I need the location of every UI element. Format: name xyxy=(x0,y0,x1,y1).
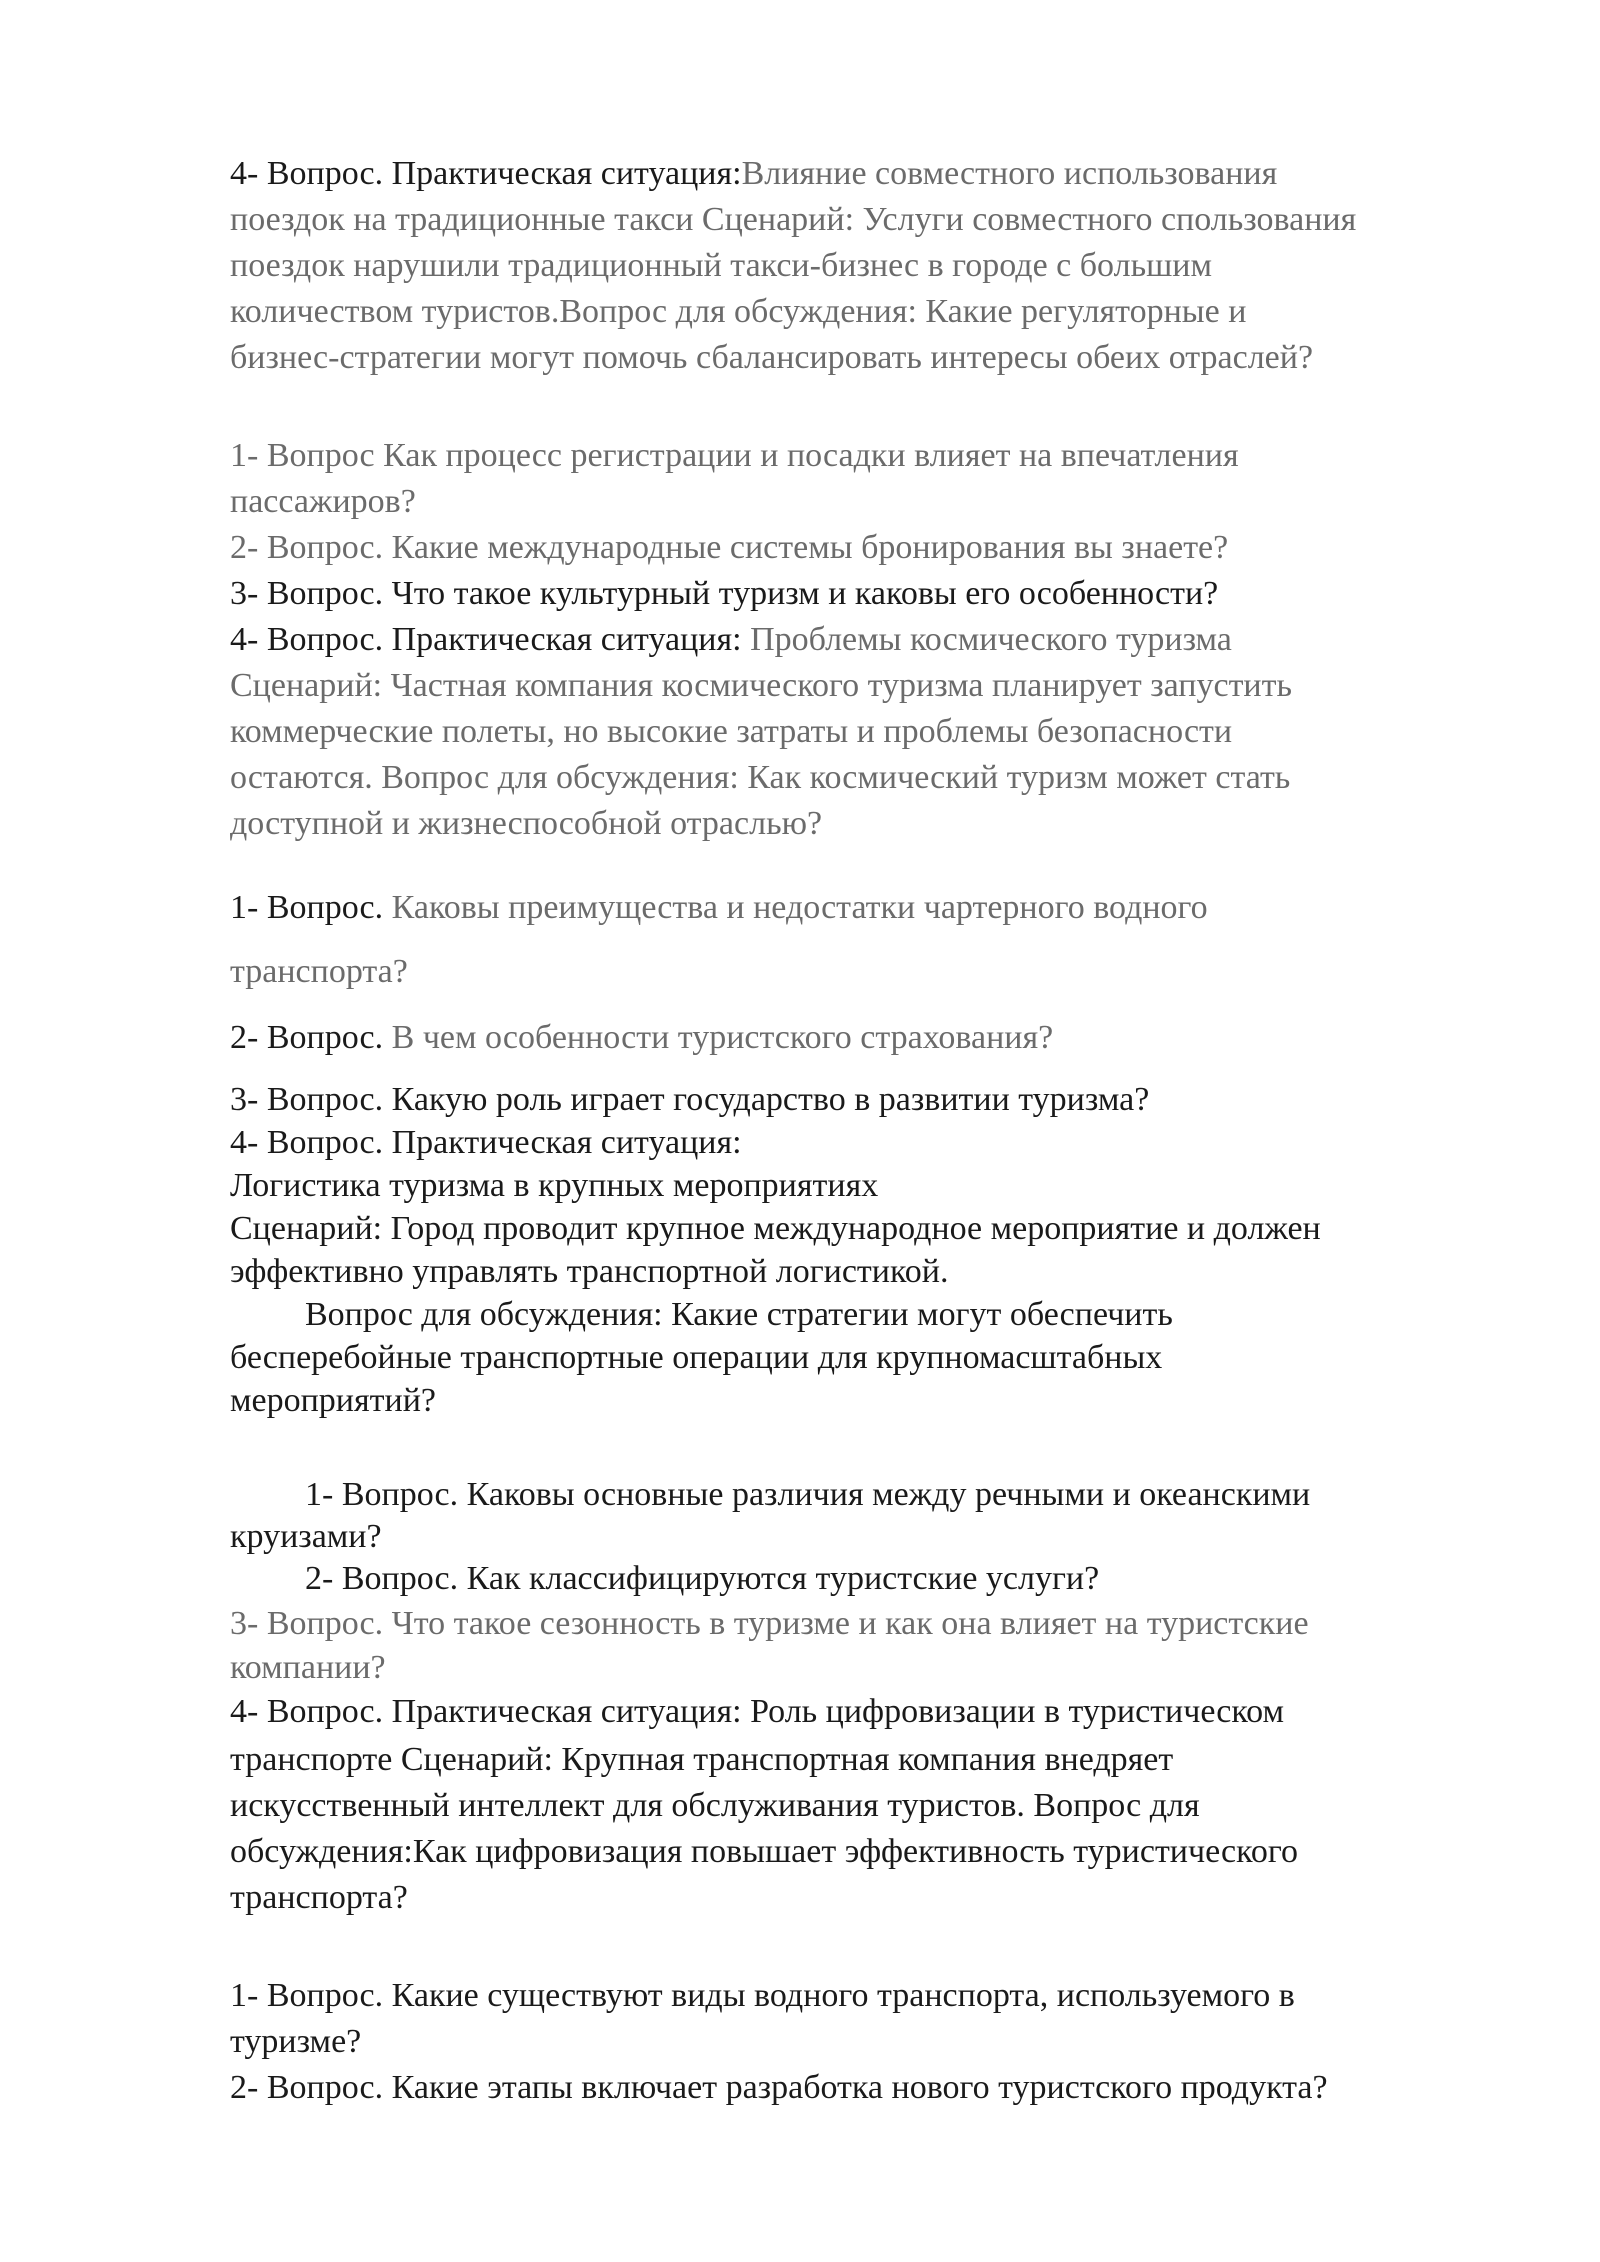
text-run: искусственный интеллект для обслуживания туристов. Вопрос для xyxy=(230,1787,1200,1824)
text-run: 1- Вопрос. Какие существуют виды водного транспорта, используемого в xyxy=(230,1977,1295,2014)
text-run: обсуждения:Как цифровизация повышает эффективность туристического xyxy=(230,1833,1299,1870)
block-3-line-11 xyxy=(230,1379,436,1423)
text-run: эффективно управлять транспортной логистикой. xyxy=(230,1253,949,1290)
text-run: мероприятий? xyxy=(230,1382,436,1419)
text-run: 2- Вопрос. xyxy=(230,1019,392,1056)
block-4-line-9 xyxy=(230,1830,1298,1874)
block-4-line-3 xyxy=(305,1557,1099,1601)
block-2-line-8 xyxy=(230,756,1290,800)
block-5-line-1 xyxy=(230,1974,1295,2018)
block-1-line-3 xyxy=(230,244,1212,288)
block-2-line-2 xyxy=(230,480,416,524)
text-run: пассажиров? xyxy=(230,483,416,520)
block-2-line-1 xyxy=(230,434,1239,478)
block-5-line-3 xyxy=(230,2066,1328,2110)
text-run: 3- Вопрос. Что такое культурный туризм и каковы его особенности? xyxy=(230,575,1219,612)
text-run: поездок на традиционные такси Сценарий: Услуги совместного спользования xyxy=(230,201,1357,238)
text-run: Проблемы космического туризма xyxy=(750,621,1232,658)
block-3-line-3 xyxy=(230,1016,1053,1060)
block-4-line-5 xyxy=(230,1646,386,1690)
text-run: 1- Вопрос. xyxy=(230,889,392,926)
text-run: 4- Вопрос. Практическая ситуация: xyxy=(230,155,742,192)
text-run: Сценарий: Город проводит крупное международное мероприятие и должен xyxy=(230,1210,1321,1247)
text-run: В чем особенности туристского страхования? xyxy=(391,1019,1054,1056)
block-4-line-10 xyxy=(230,1876,408,1920)
text-run: туризме? xyxy=(230,2023,362,2060)
block-4-line-1 xyxy=(305,1473,1310,1517)
text-run: 2- Вопрос. Какие международные системы бронирования вы знаете? xyxy=(230,529,1229,566)
text-run: Логистика туризма в крупных мероприятиях xyxy=(230,1167,879,1204)
text-run: остаются. Вопрос для обсуждения: Как космический туризм может стать xyxy=(230,759,1291,796)
block-3-line-5 xyxy=(230,1121,742,1165)
text-run: поездок нарушили традиционный такси-бизнес в городе с большим xyxy=(230,247,1212,284)
block-1-line-2 xyxy=(230,198,1356,242)
text-run: 1- Вопрос. Каковы основные различия между речными и океанскими xyxy=(305,1476,1311,1513)
block-4-line-7 xyxy=(230,1738,1173,1782)
text-run: транспорта? xyxy=(230,1879,408,1916)
text-run: Вопрос для обсуждения: Какие стратегии могут обеспечить xyxy=(305,1296,1173,1333)
text-run: количеством туристов.Вопрос для обсуждения: Какие регуляторные и xyxy=(230,293,1247,330)
block-1-line-1 xyxy=(230,152,1277,196)
text-run: транспорте Сценарий: Крупная транспортная компания внедряет xyxy=(230,1741,1174,1778)
text-run: коммерческие полеты, но высокие затраты и проблемы безопасности xyxy=(230,713,1233,750)
block-4-line-4 xyxy=(230,1602,1309,1646)
text-run: Сценарий: Частная компания космического туризма планирует запустить xyxy=(230,667,1292,704)
block-2-line-7 xyxy=(230,710,1232,754)
block-1-line-4 xyxy=(230,290,1246,334)
block-3-line-2 xyxy=(230,950,408,994)
text-run: бесперебойные транспортные операции для крупномасштабных xyxy=(230,1339,1163,1376)
block-1-line-5 xyxy=(230,336,1313,380)
block-2-line-3 xyxy=(230,526,1228,570)
block-3-line-4 xyxy=(230,1078,1149,1122)
text-run: Влияние совместного использования xyxy=(741,155,1278,192)
text-run: транспорта? xyxy=(230,953,408,990)
block-3-line-9 xyxy=(305,1293,1173,1337)
block-4-line-2 xyxy=(230,1515,382,1559)
text-run: 4- Вопрос. Практическая ситуация: xyxy=(230,621,751,658)
block-2-line-6 xyxy=(230,664,1292,708)
block-3-line-10 xyxy=(230,1336,1162,1380)
block-3-line-8 xyxy=(230,1250,948,1294)
text-run: 1- Вопрос Как процесс регистрации и посадки влияет на впечатления xyxy=(230,437,1239,474)
block-3-line-7 xyxy=(230,1207,1321,1251)
text-run: 2- Вопрос. Как классифицируются туристские услуги? xyxy=(305,1560,1100,1597)
text-run: 3- Вопрос. Что такое сезонность в туризме и как она влияет на туристские xyxy=(230,1605,1309,1642)
block-2-line-5 xyxy=(230,618,1232,662)
block-5-line-2 xyxy=(230,2020,361,2064)
block-3-line-6 xyxy=(230,1164,878,1208)
text-run: доступной и жизнеспособной отраслью? xyxy=(230,805,823,842)
text-run: Каковы преимущества и недостатки чартерного водного xyxy=(391,889,1208,926)
text-run: бизнес-стратегии могут помочь сбалансировать интересы обеих отраслей? xyxy=(230,339,1314,376)
block-2-line-4 xyxy=(230,572,1218,616)
block-3-line-1 xyxy=(230,886,1208,930)
text-run: 4- Вопрос. Практическая ситуация: Роль цифровизации в туристическом xyxy=(230,1693,1285,1730)
text-run: 3- Вопрос. Какую роль играет государство в развитии туризма? xyxy=(230,1081,1150,1118)
text-run: компании? xyxy=(230,1649,386,1686)
block-2-line-9 xyxy=(230,802,822,846)
block-4-line-6 xyxy=(230,1690,1284,1734)
text-run: 2- Вопрос. Какие этапы включает разработка нового туристского продукта? xyxy=(230,2069,1328,2106)
block-4-line-8 xyxy=(230,1784,1200,1828)
text-run: 4- Вопрос. Практическая ситуация: xyxy=(230,1124,742,1161)
text-run: круизами? xyxy=(230,1518,382,1555)
